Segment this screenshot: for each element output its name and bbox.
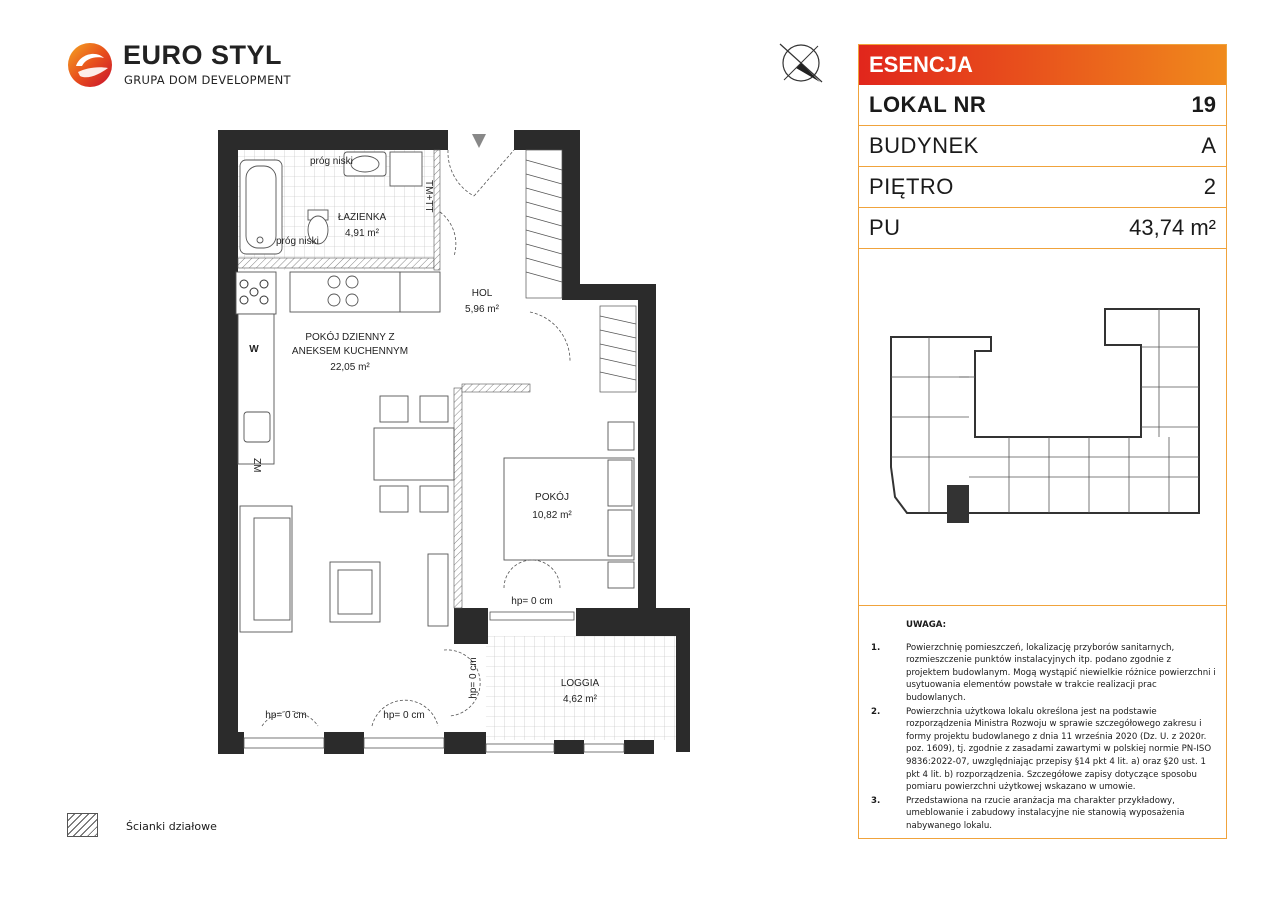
logo-swirl-icon [66,40,118,90]
room-name: POKÓJ [535,492,569,503]
w-label: W [249,344,259,355]
threshold-label-2: próg niski [276,236,319,247]
bathroom-area: 4,91 m² [345,228,379,239]
brand-subtitle: GRUPA DOM DEVELOPMENT [124,73,291,87]
euro-styl-logo [66,40,296,90]
living-furniture [240,506,448,632]
building-row: BUDYNEK A [859,126,1226,167]
selected-unit-marker [947,485,969,523]
note-item: 2. Powierzchnia użytkowa lokalu określona jest na podstawie rozporządzenia Ministra Rozwoju w sprawie szczegółowego zakresu i formy projektu budowlanego z dnia 11 września 2020 (Dz. U. z 2020r. poz. 1609), tj. zgodnie z zasadami zawartymi w polskiej normie PN-ISO 9836:2022-07, uwzględniając przepisy §14 pkt 4 lit. a) oraz §20 ust. 1 pkt 4 lit. b) rozporządzenia. Szczegółowe zapisy dotyczące sposobu pomiaru powierzchni użytkowej wskazano w umowie. [871,706,1212,793]
shaft-hatching [526,150,636,392]
hp-label-room: hp= 0 cm [511,596,553,607]
entrance-arrow-icon [472,134,486,148]
living-name-2: ANEKSEM KUCHENNYM [291,346,409,357]
unit-info-panel [858,44,1227,839]
zm-label: ZM [251,458,262,473]
loggia-name: LOGGIA [560,678,600,689]
threshold-label-1: próg niski [310,156,353,167]
note-item: 1. Powierzchnię pomieszczeń, lokalizację przyborów sanitarnych, rozmieszczenie punktów instalacyjnych itp. podano zgodnie z projektem budowlanym. Mogą wystąpić niewielkie różnice powierzchni i usytuowania elementów powstałe w trakcie realizacji prac budowlanych. [871,642,1216,703]
hp-label-living-1: hp= 0 cm [265,710,307,721]
notes [871,619,1216,834]
building-key-plan [859,247,1226,606]
partition-wall-swatch [67,813,98,837]
hp-label-living-2: hp= 0 cm [383,710,425,721]
note-item: 3. Przedstawiona na rzucie aranżacja ma charakter przykładowy, umeblowanie i zabudowy instalacyjne nie stanowią wyposażenia nabywanego lokalu. [871,795,1185,831]
area-row: PU 43,74 m² [859,208,1226,249]
legend-label: Ścianki działowe [126,820,217,833]
room-area: 10,82 m² [532,510,572,521]
hall-area: 5,96 m² [465,304,499,315]
bed [504,422,634,588]
hall-name: HOL [471,288,493,299]
brand-name: EURO STYL [123,40,283,70]
investment-name: ESENCJA [859,45,1226,85]
floor-plan [214,126,696,758]
dining-set [374,396,454,512]
tm-tt-label: TM+TT [423,180,434,213]
bathroom-name: ŁAZIENKA [337,212,387,223]
unit-number-row: LOKAL NR 19 [859,85,1226,126]
living-area: 22,05 m² [330,362,370,373]
living-name-1: POKÓJ DZIENNY Z [305,332,395,343]
notes-heading: UWAGA: [906,620,947,630]
loggia-area: 4,62 m² [563,694,597,705]
hp-label-loggia: hp= 0 cm [468,657,479,699]
north-arrow-icon [776,42,826,84]
floor-row: PIĘTRO 2 [859,167,1226,208]
